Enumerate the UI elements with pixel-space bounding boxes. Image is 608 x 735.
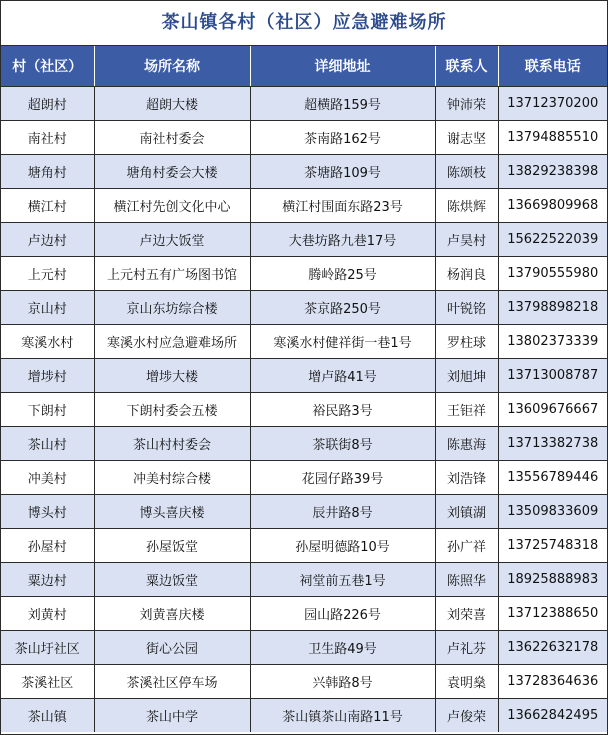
cell-phone: 13622632178	[498, 631, 607, 665]
table-row	[1, 121, 607, 155]
cell-site-name: 横江村先创文化中心	[94, 189, 250, 223]
cell-address: 超横路159号	[250, 87, 435, 121]
cell-village: 刘黄村	[1, 597, 94, 631]
table-row	[1, 393, 607, 427]
cell-address: 增卢路41号	[250, 359, 435, 393]
cell-address: 茶京路250号	[250, 291, 435, 325]
cell-contact: 王钜祥	[435, 393, 498, 427]
cell-site-name: 寒溪水村应急避难场所	[94, 325, 250, 359]
header-site-name: 场所名称	[94, 46, 250, 87]
cell-site-name: 南社村委会	[94, 121, 250, 155]
cell-phone: 13725748318	[498, 529, 607, 563]
header-row	[1, 46, 607, 87]
cell-contact: 罗柱球	[435, 325, 498, 359]
cell-phone: 13609676667	[498, 393, 607, 427]
cell-contact: 刘荣喜	[435, 597, 498, 631]
cell-address: 寒溪水村健祥街一巷1号	[250, 325, 435, 359]
cell-phone: 18925888983	[498, 563, 607, 597]
cell-phone: 13713382738	[498, 427, 607, 461]
cell-address: 祠堂前五巷1号	[250, 563, 435, 597]
header-village: 村（社区）	[1, 46, 94, 87]
cell-village: 超朗村	[1, 87, 94, 121]
table-row	[1, 563, 607, 597]
table-row	[1, 291, 607, 325]
cell-phone: 13802373339	[498, 325, 607, 359]
cell-village: 博头村	[1, 495, 94, 529]
cell-site-name: 塘角村委会大楼	[94, 155, 250, 189]
cell-address: 园山路226号	[250, 597, 435, 631]
cell-site-name: 下朗村委会五楼	[94, 393, 250, 427]
table-row	[1, 87, 607, 121]
table-row	[1, 631, 607, 665]
cell-village: 茶山村	[1, 427, 94, 461]
cell-site-name: 刘黄喜庆楼	[94, 597, 250, 631]
table-row	[1, 461, 607, 495]
table-row	[1, 699, 607, 733]
cell-address: 花园仔路39号	[250, 461, 435, 495]
cell-village: 寒溪水村	[1, 325, 94, 359]
cell-site-name: 博头喜庆楼	[94, 495, 250, 529]
cell-phone: 13712370200	[498, 87, 607, 121]
cell-village: 孙屋村	[1, 529, 94, 563]
table-row	[1, 155, 607, 189]
cell-contact: 卢昊村	[435, 223, 498, 257]
cell-address: 辰井路8号	[250, 495, 435, 529]
table-row	[1, 597, 607, 631]
cell-contact: 杨润良	[435, 257, 498, 291]
cell-site-name: 孙屋饭堂	[94, 529, 250, 563]
table-row	[1, 665, 607, 699]
cell-village: 茶溪社区	[1, 665, 94, 699]
cell-site-name: 街心公园	[94, 631, 250, 665]
cell-phone: 13509833609	[498, 495, 607, 529]
shelter-table	[1, 46, 607, 732]
cell-phone: 13713008787	[498, 359, 607, 393]
table-header	[1, 46, 607, 87]
cell-site-name: 茶溪社区停车场	[94, 665, 250, 699]
cell-phone: 13790555980	[498, 257, 607, 291]
cell-phone: 13794885510	[498, 121, 607, 155]
cell-phone: 13798898218	[498, 291, 607, 325]
table-row	[1, 257, 607, 291]
table-row	[1, 223, 607, 257]
cell-contact: 钟沛荣	[435, 87, 498, 121]
cell-phone: 13728364636	[498, 665, 607, 699]
cell-phone: 13829238398	[498, 155, 607, 189]
header-contact: 联系人	[435, 46, 498, 87]
cell-village: 上元村	[1, 257, 94, 291]
cell-address: 卫生路49号	[250, 631, 435, 665]
cell-site-name: 京山东坊综合楼	[94, 291, 250, 325]
cell-village: 增埗村	[1, 359, 94, 393]
cell-address: 茶山镇茶山南路11号	[250, 699, 435, 733]
cell-phone: 13669809968	[498, 189, 607, 223]
table-row	[1, 325, 607, 359]
cell-site-name: 增埗大楼	[94, 359, 250, 393]
cell-address: 孙屋明德路10号	[250, 529, 435, 563]
cell-contact: 袁明燊	[435, 665, 498, 699]
cell-phone: 13712388650	[498, 597, 607, 631]
cell-site-name: 卢边大饭堂	[94, 223, 250, 257]
cell-address: 茶塘路109号	[250, 155, 435, 189]
cell-address: 横江村围面东路23号	[250, 189, 435, 223]
cell-site-name: 茶山村村委会	[94, 427, 250, 461]
cell-contact: 刘浩锋	[435, 461, 498, 495]
cell-contact: 卢俊荣	[435, 699, 498, 733]
cell-address: 茶南路162号	[250, 121, 435, 155]
table-body	[1, 87, 607, 733]
cell-contact: 刘旭坤	[435, 359, 498, 393]
table-row	[1, 529, 607, 563]
cell-contact: 陈颂枝	[435, 155, 498, 189]
cell-village: 粟边村	[1, 563, 94, 597]
cell-contact: 卢礼芬	[435, 631, 498, 665]
cell-contact: 叶锐铭	[435, 291, 498, 325]
cell-contact: 陈烘辉	[435, 189, 498, 223]
cell-site-name: 上元村五有广场图书馆	[94, 257, 250, 291]
cell-village: 冲美村	[1, 461, 94, 495]
table-row	[1, 189, 607, 223]
sheet-title: 茶山镇各村（社区）应急避难场所	[1, 1, 607, 46]
cell-village: 卢边村	[1, 223, 94, 257]
table-row	[1, 427, 607, 461]
cell-village: 塘角村	[1, 155, 94, 189]
cell-contact: 刘镇湖	[435, 495, 498, 529]
cell-phone: 15622522039	[498, 223, 607, 257]
cell-village: 下朗村	[1, 393, 94, 427]
table-row	[1, 495, 607, 529]
cell-village: 京山村	[1, 291, 94, 325]
cell-contact: 谢志坚	[435, 121, 498, 155]
cell-contact: 陈惠海	[435, 427, 498, 461]
cell-address: 兴韩路8号	[250, 665, 435, 699]
cell-address: 裕民路3号	[250, 393, 435, 427]
table-row	[1, 359, 607, 393]
cell-village: 横江村	[1, 189, 94, 223]
cell-address: 腾岭路25号	[250, 257, 435, 291]
cell-village: 茶山镇	[1, 699, 94, 733]
header-address: 详细地址	[250, 46, 435, 87]
cell-address: 茶联街8号	[250, 427, 435, 461]
cell-phone: 13556789446	[498, 461, 607, 495]
cell-site-name: 粟边饭堂	[94, 563, 250, 597]
cell-village: 南社村	[1, 121, 94, 155]
cell-address: 大巷坊路九巷17号	[250, 223, 435, 257]
header-phone: 联系电话	[498, 46, 607, 87]
cell-site-name: 茶山中学	[94, 699, 250, 733]
cell-contact: 陈照华	[435, 563, 498, 597]
cell-phone: 13662842495	[498, 699, 607, 733]
cell-site-name: 冲美村综合楼	[94, 461, 250, 495]
cell-contact: 孙广祥	[435, 529, 498, 563]
cell-site-name: 超朗大楼	[94, 87, 250, 121]
cell-village: 茶山圩社区	[1, 631, 94, 665]
